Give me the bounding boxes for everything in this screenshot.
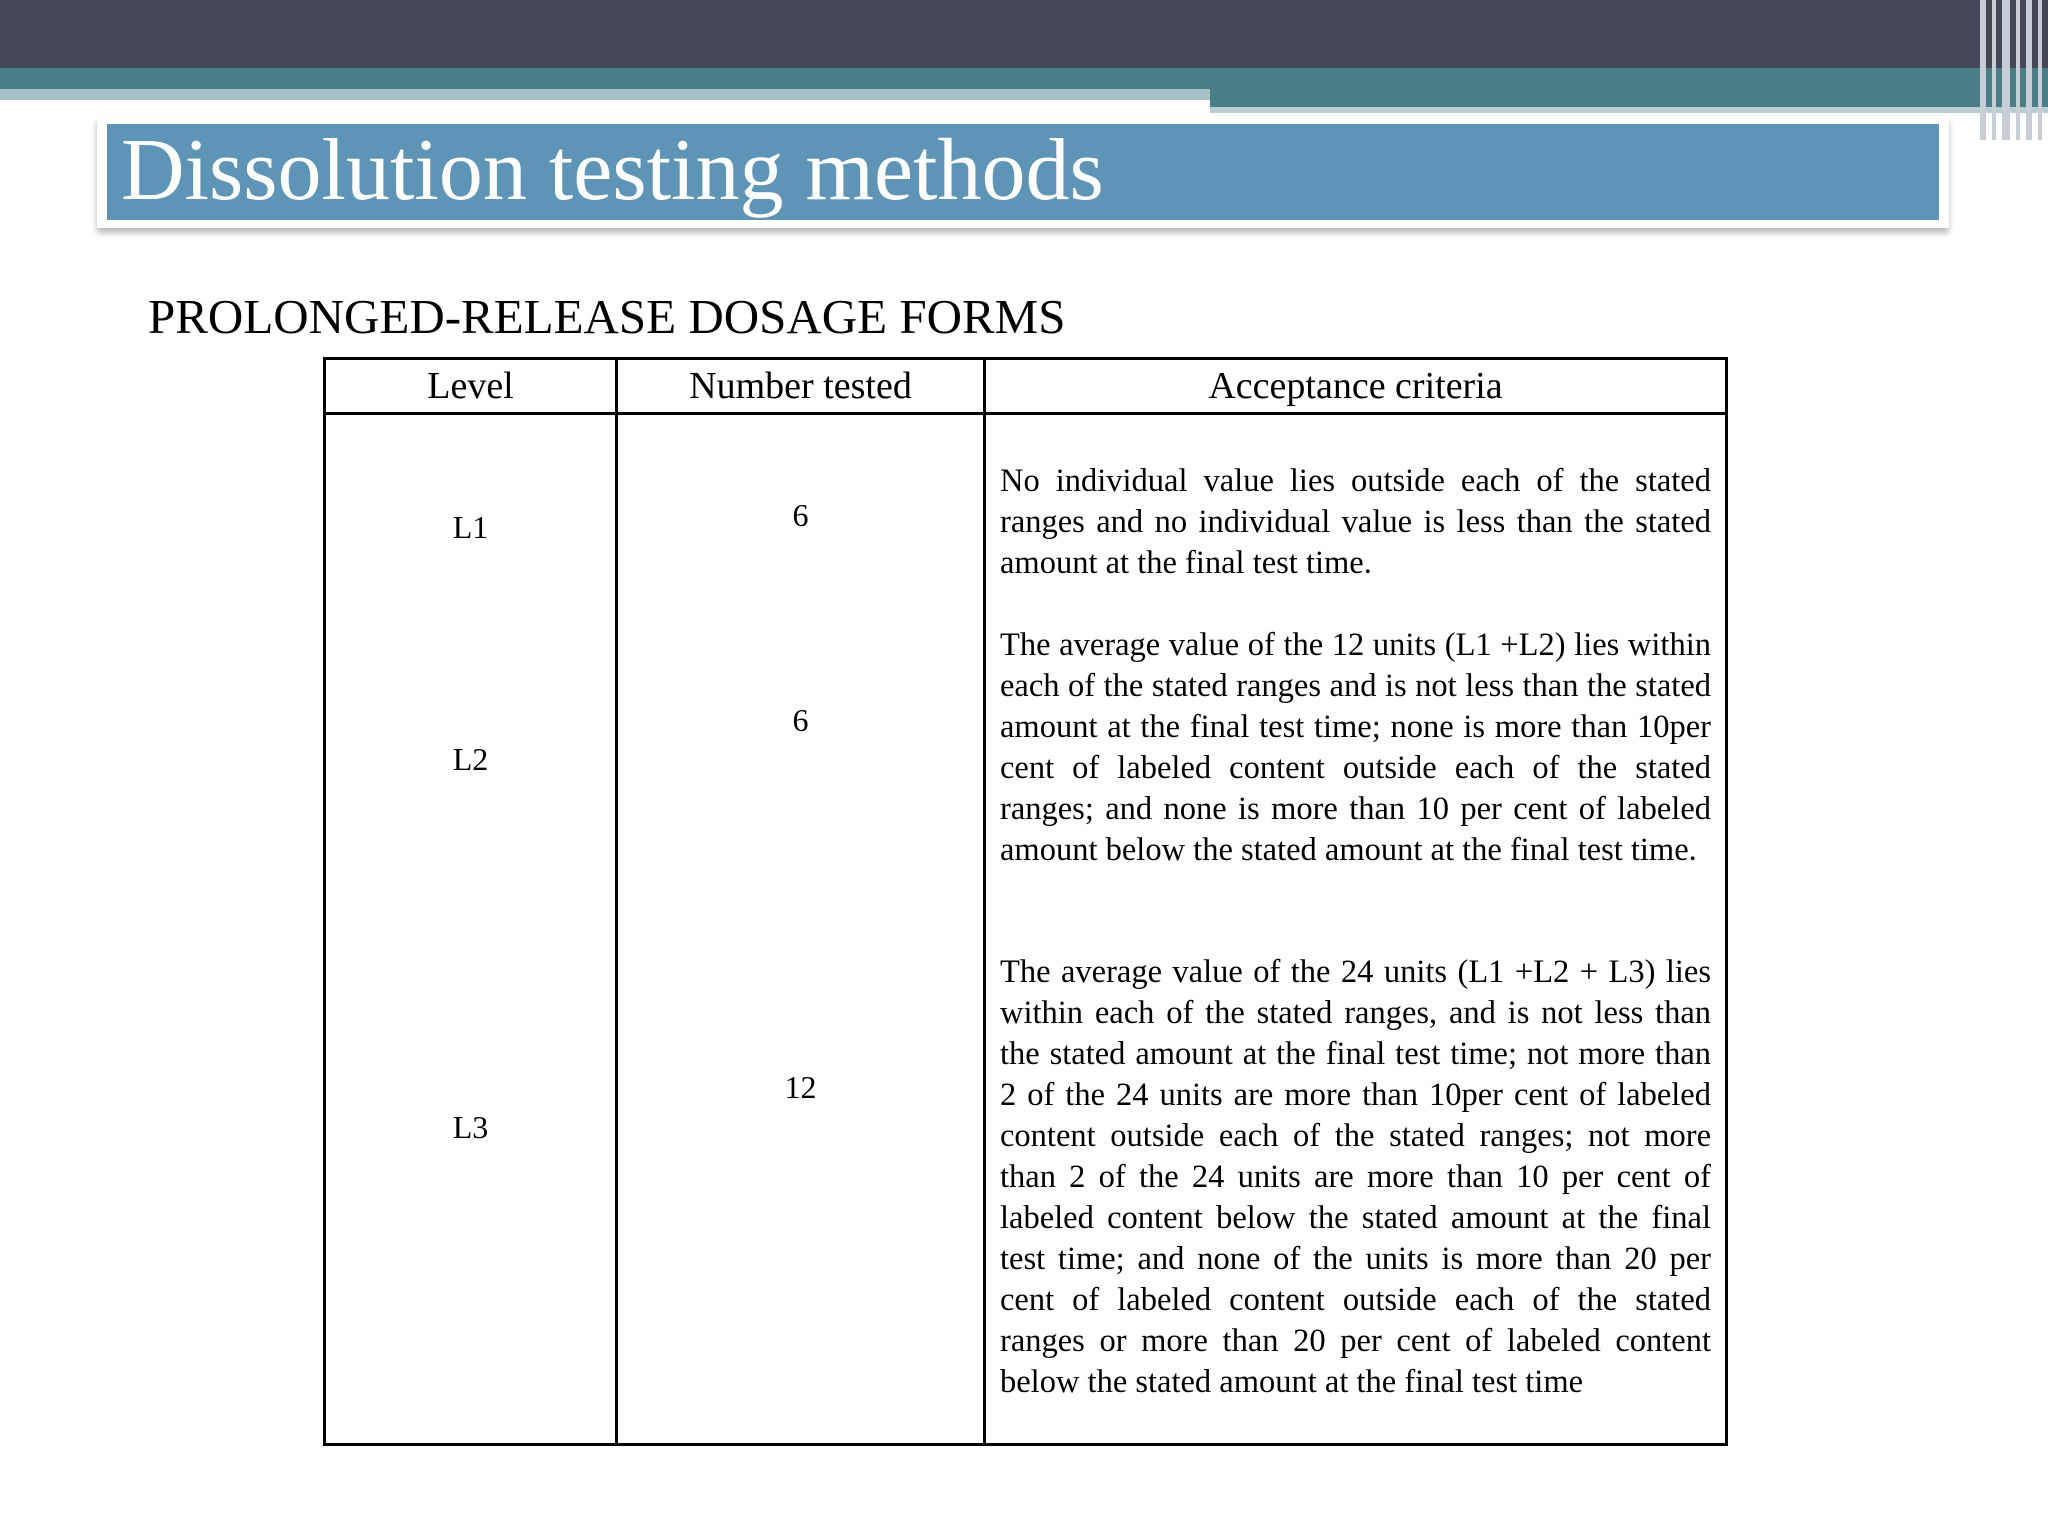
number-tested-l1: 6 [792, 497, 809, 533]
criteria-l3: The average value of the 24 units (L1 +L2 + L3) lies within each of the stated ranges, and is not less than the stated amount at the final test time; not more than 2 of the 24 units are more than 10per cent of labeled content outside each of the stated ranges; not more than 2 of the 24 units are more than 10 per cent of labeled content below the stated amount at the final test time; and none of the units is more than 20 per cent of labeled content outside each of the stated ranges or more than 20 per cent of labeled content below the stated amount at the final test time [1000, 954, 1711, 1400]
top-teal-band-right [1210, 89, 2048, 107]
decorative-stripes [1976, 0, 2048, 140]
slide-subtitle: PROLONGED-RELEASE DOSAGE FORMS [148, 289, 1066, 344]
top-teal-band [0, 68, 2048, 89]
header-acceptance-criteria: Acceptance criteria [985, 359, 1727, 414]
level-l1: L1 [452, 509, 489, 545]
criteria-column [985, 414, 1727, 1445]
number-tested-column [617, 414, 985, 1445]
header-number-tested: Number tested [617, 359, 985, 414]
title-frame [97, 116, 1949, 228]
top-light-band [0, 89, 1210, 100]
criteria-l1: No individual value lies outside each of the stated ranges and no individual value is less than the stated amount at the final test time. [1000, 463, 1711, 581]
level-l3: L3 [452, 1109, 489, 1145]
header-level: Level [325, 359, 617, 414]
acceptance-table [323, 357, 1728, 1446]
number-tested-l3: 12 [784, 1069, 817, 1105]
title-bar [107, 124, 1939, 220]
top-dark-band [0, 0, 2048, 68]
number-tested-l2: 6 [792, 702, 809, 738]
criteria-l2: The average value of the 12 units (L1 +L2) lies within each of the stated ranges and is not less than the stated amount at the final test time; none is more than 10per cent of labeled content outside each of the stated ranges; and none is more than 10 per cent of labeled amount below the stated amount at the final test time. [1000, 627, 1711, 868]
table-header-row [325, 359, 1727, 414]
level-l2: L2 [452, 741, 489, 777]
slide-title: Dissolution testing methods [121, 122, 1104, 219]
table-row [325, 414, 1727, 1445]
top-pale-band-right [1210, 107, 2048, 113]
level-column [325, 414, 617, 1445]
